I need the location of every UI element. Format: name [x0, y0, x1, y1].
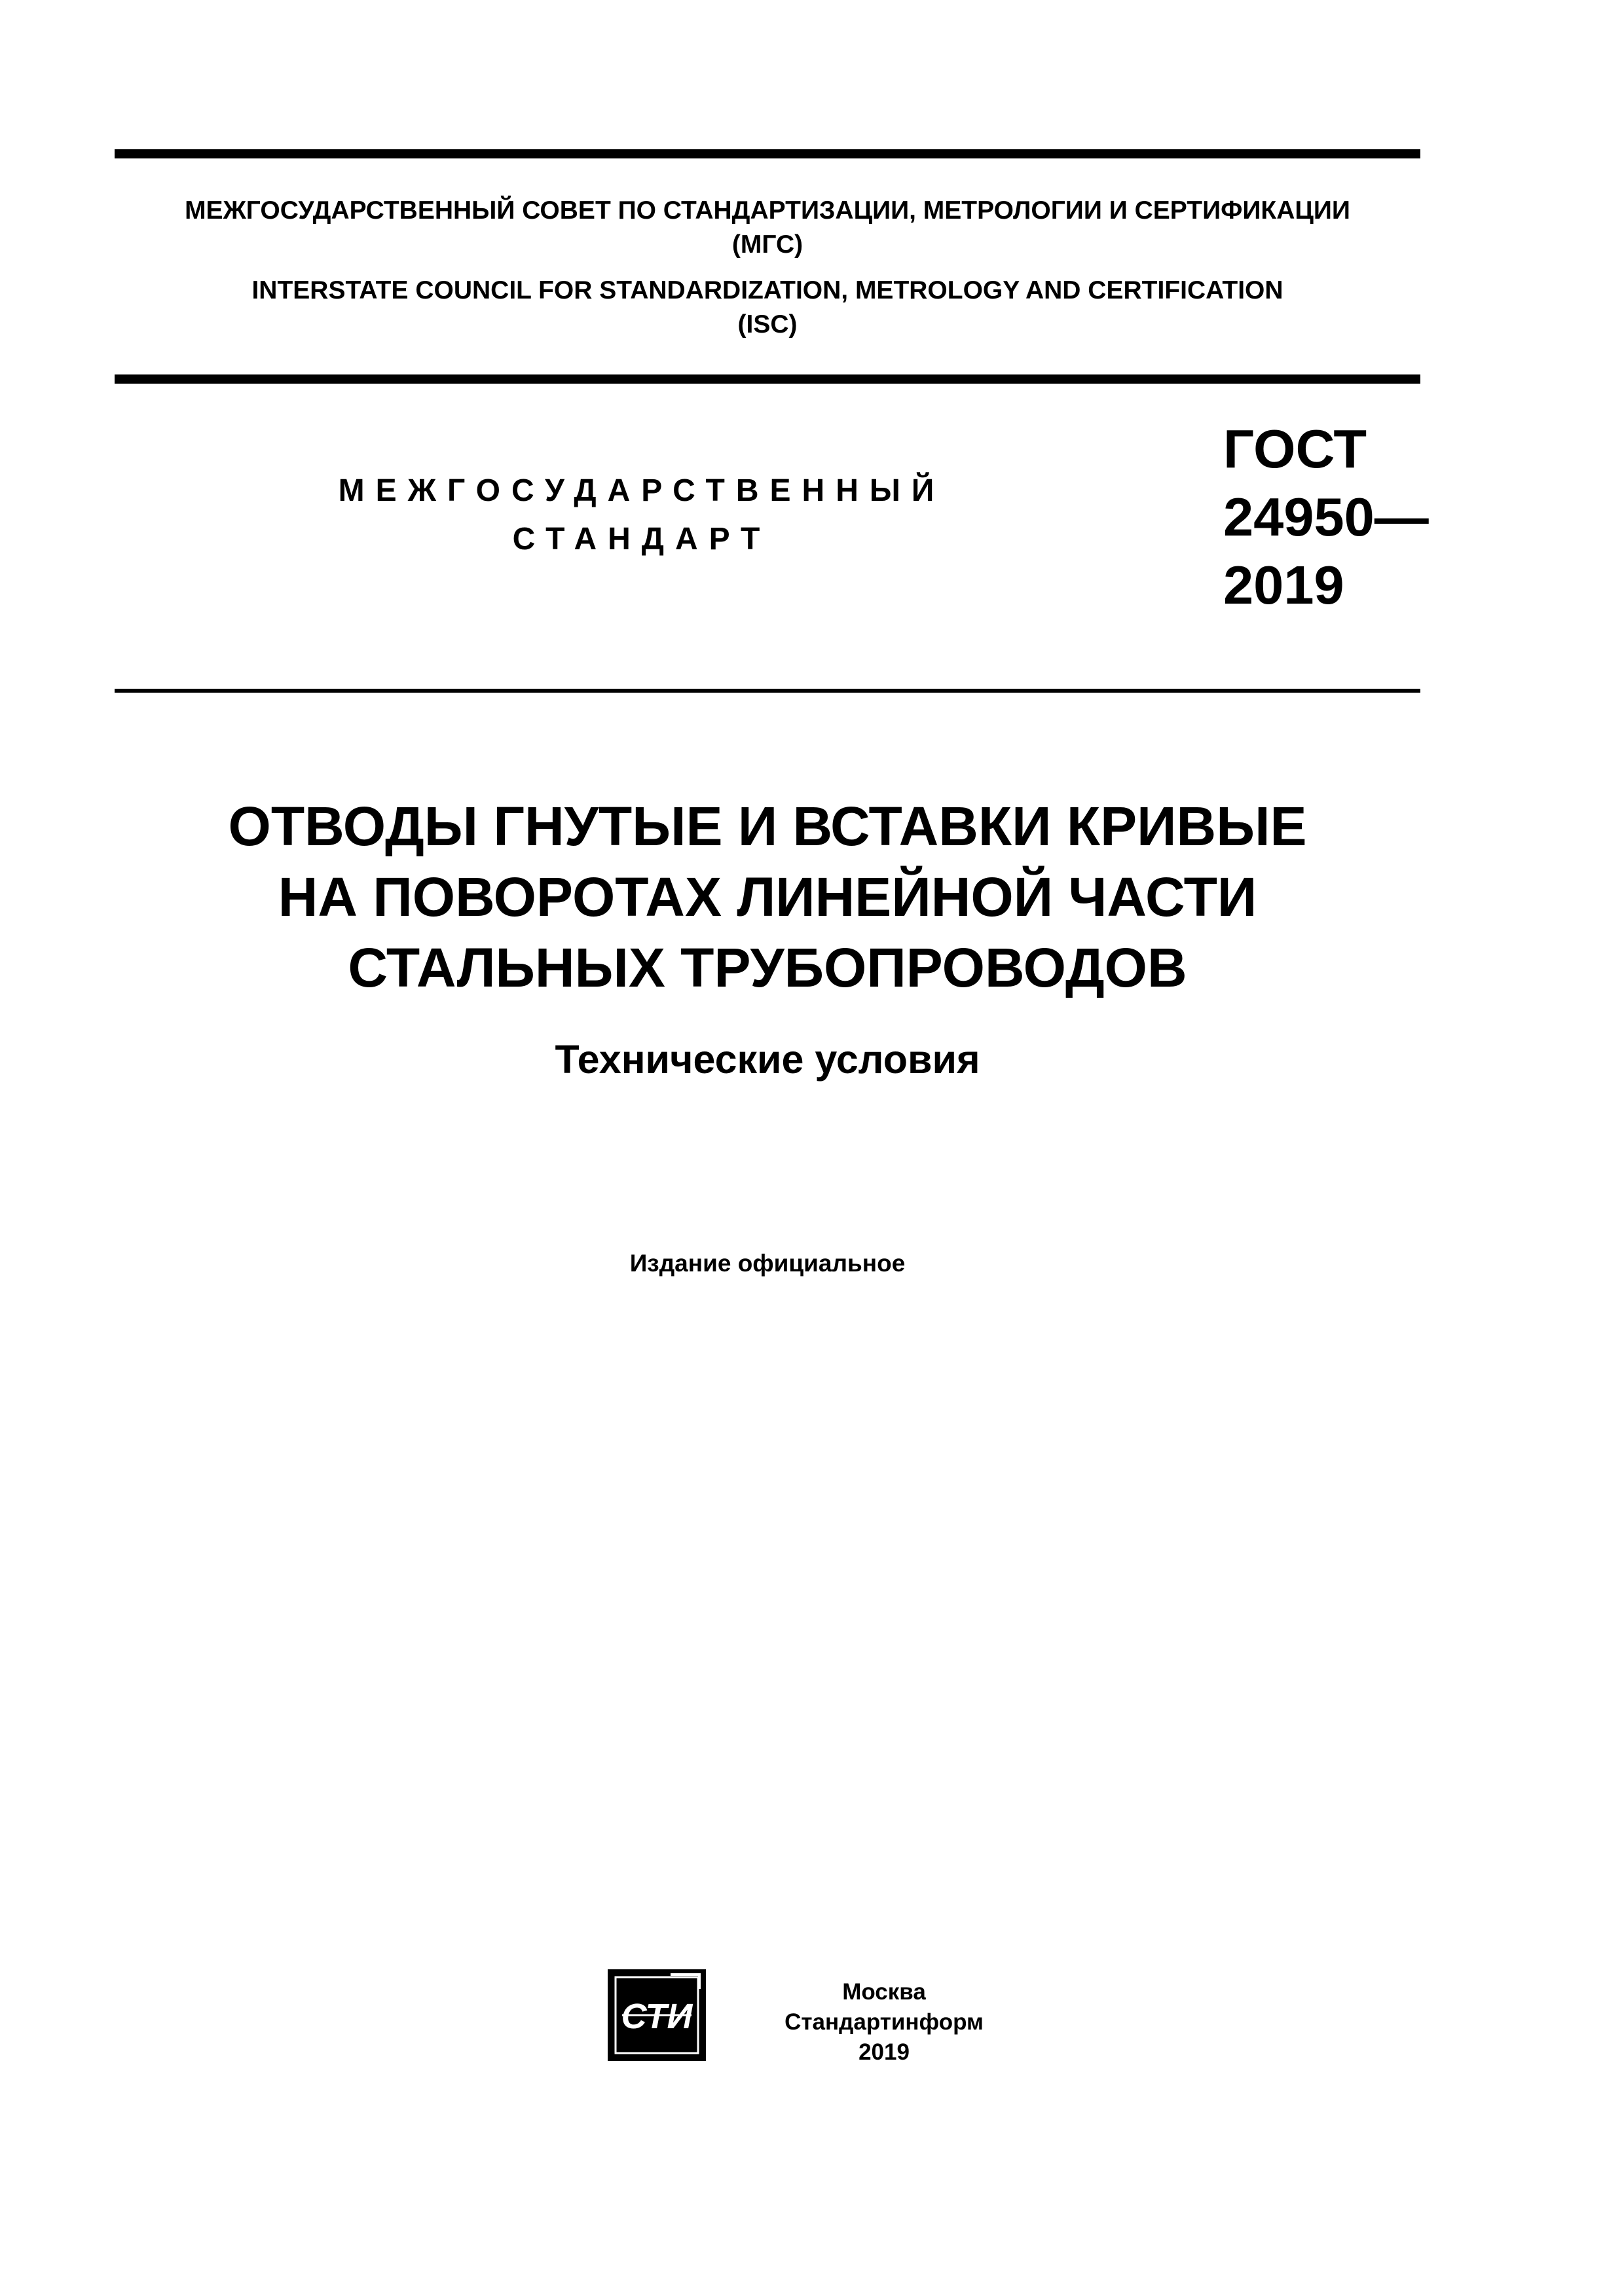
publisher-name: Стандартинформ: [784, 2009, 984, 2035]
publisher-city: Москва: [842, 1979, 926, 2005]
council-en-abbr: (ISC): [737, 310, 798, 338]
gost-year: 2019: [1223, 555, 1344, 615]
document-title-line3: СТАЛЬНЫХ ТРУБОПРОВОДОВ: [348, 937, 1187, 998]
document-title-line1: ОТВОДЫ ГНУТЫЕ И ВСТАВКИ КРИВЫЕ: [228, 795, 1307, 857]
gost-number: 24950—: [1223, 486, 1429, 547]
council-en-name: INTERSTATE COUNCIL FOR STANDARDIZATION, METROLOGY AND CERTIFICATION: [251, 276, 1283, 304]
standard-kind-line2: СТАНДАРТ: [512, 522, 771, 556]
logo-text: СТИ: [621, 1997, 693, 2036]
standartinform-logo-icon: [608, 1969, 706, 2061]
document-title-line2: НА ПОВОРОТАХ ЛИНЕЙНОЙ ЧАСТИ: [278, 866, 1257, 928]
edition-note: Издание официальное: [629, 1250, 906, 1277]
header-rule: [115, 374, 1420, 384]
gost-label: ГОСТ: [1223, 418, 1367, 479]
publisher-year: 2019: [858, 2039, 910, 2065]
top-rule: [115, 149, 1420, 158]
council-ru-name: МЕЖГОСУДАРСТВЕННЫЙ СОВЕТ ПО СТАНДАРТИЗАЦИИ, МЕТРОЛОГИИ И СЕРТИФИКАЦИИ: [185, 196, 1350, 225]
title-rule: [115, 689, 1420, 693]
standard-kind-line1: МЕЖГОСУДАРСТВЕННЫЙ: [338, 473, 946, 508]
council-ru-abbr: (МГС): [731, 230, 803, 259]
document-subtitle: Технические условия: [555, 1037, 980, 1082]
